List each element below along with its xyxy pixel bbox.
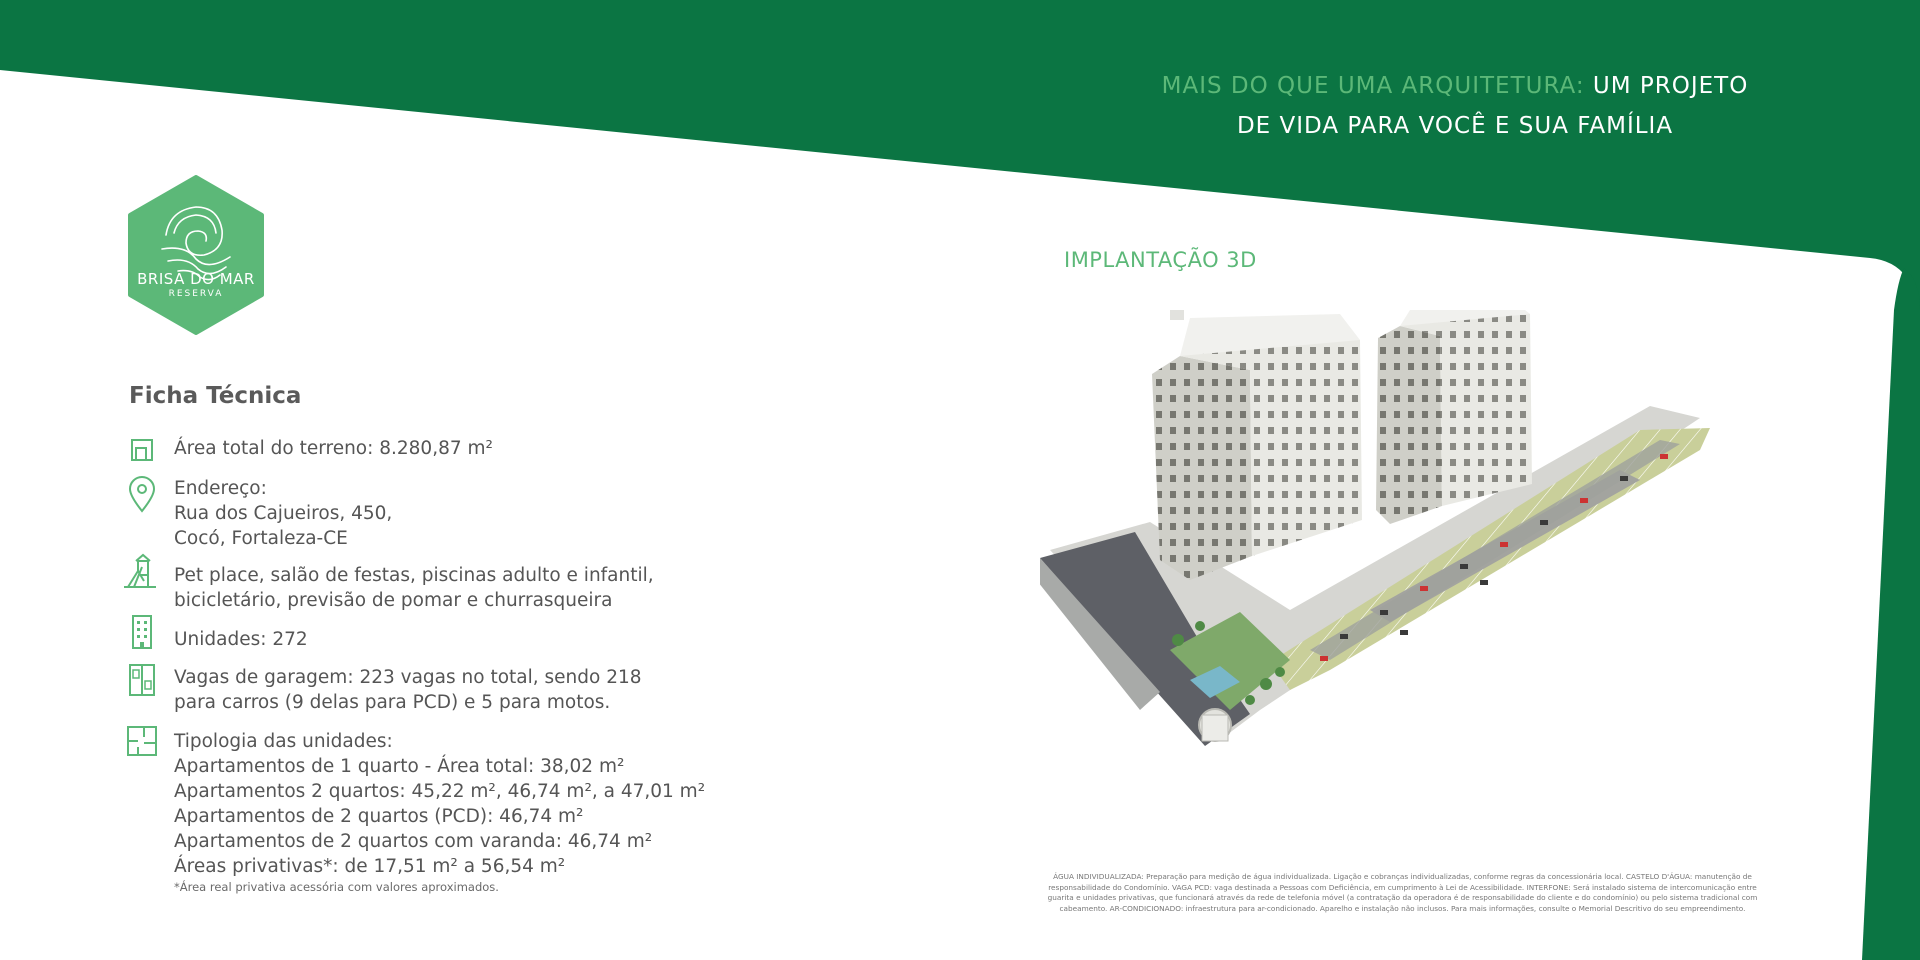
- spec-text: Áreas privativas*: de 17,51 m² a 56,54 m²: [174, 856, 566, 877]
- building-icon: [120, 613, 158, 651]
- floorplan-icon: [120, 723, 158, 761]
- spec-text: Área total do terreno: 8.280,87 m²: [174, 438, 493, 459]
- area-icon: [120, 434, 158, 472]
- location-pin-icon: [120, 476, 158, 514]
- implantacao-title: IMPLANTAÇÃO 3D: [1064, 248, 1257, 272]
- logo-name: BRISA DO MAR: [137, 270, 255, 288]
- spec-text: Endereço:: [174, 478, 267, 499]
- spec-text: Cocó, Fortaleza-CE: [174, 528, 348, 549]
- disclaimer-line: cabeamento. AR-CONDICIONADO: infraestrutura para ar-condicionado. Aparelho e instalação não inclusos. Para mais informações, consulte o Memorial Descritivo do seu empreendimento.: [1059, 903, 1746, 913]
- headline-line1: UM PROJETO: [1592, 73, 1749, 99]
- playground-icon: [120, 553, 158, 591]
- spec-text: Pet place, salão de festas, piscinas adulto e infantil,: [174, 565, 654, 586]
- ficha-title: Ficha Técnica: [129, 383, 302, 409]
- site-3d-render: [1040, 310, 1820, 860]
- disclaimer-line: guarita e unidades privativas, que funcionará através da rede de telefonia móvel (a contratação da operadora é de responsabilidade do cliente e do condomínio) ou pelo sistema tradicional com: [1047, 893, 1758, 902]
- legal-disclaimer: [1025, 872, 1780, 914]
- headline-accent: MAIS DO QUE UMA ARQUITETURA:: [1161, 73, 1585, 99]
- spec-text: Vagas de garagem: 223 vagas no total, sendo 218: [174, 667, 642, 688]
- spec-text: Apartamentos de 2 quartos com varanda: 46,74 m²: [174, 831, 653, 852]
- spec-text: Apartamentos 2 quartos: 45,22 m², 46,74 m², a 47,01 m²: [174, 781, 706, 802]
- brand-logo: [126, 175, 266, 335]
- parking-icon: [120, 663, 158, 701]
- logo-text: [126, 270, 266, 299]
- spec-text: Tipologia das unidades:: [174, 731, 393, 752]
- spec-text: para carros (9 delas para PCD) e 5 para motos.: [174, 692, 611, 713]
- spec-text: bicicletário, previsão de pomar e churrasqueira: [174, 590, 613, 611]
- footnote: *Área real privativa acessória com valores aproximados.: [174, 880, 499, 894]
- headline-line2: DE VIDA PARA VOCÊ E SUA FAMÍLIA: [1236, 113, 1674, 139]
- spec-text: Apartamentos de 2 quartos (PCD): 46,74 m²: [174, 806, 584, 827]
- logo-subtitle: RESERVA: [168, 289, 224, 299]
- disclaimer-line: ÁGUA INDIVIDUALIZADA: Preparação para medição de água individualizada. Ligação e cobranças individualizadas, conforme regras da concessionária local. CASTELO D'ÁGUA: manutenção de: [1053, 872, 1752, 881]
- tower-1: [1152, 310, 1362, 580]
- spec-text: Apartamentos de 1 quarto - Área total: 38,02 m²: [174, 756, 625, 777]
- disclaimer-line: responsabilidade do Condomínio. VAGA PCD: vaga destinada a Pessoas com Deficiência, em cumprimento à Lei de Acessibilidade. INTERFONE: Será instalado sistema de intercomunicação entre: [1048, 882, 1757, 892]
- page-headline: [1030, 66, 1880, 146]
- spec-text: Rua dos Cajueiros, 450,: [174, 503, 393, 524]
- spec-text: Unidades: 272: [174, 629, 308, 650]
